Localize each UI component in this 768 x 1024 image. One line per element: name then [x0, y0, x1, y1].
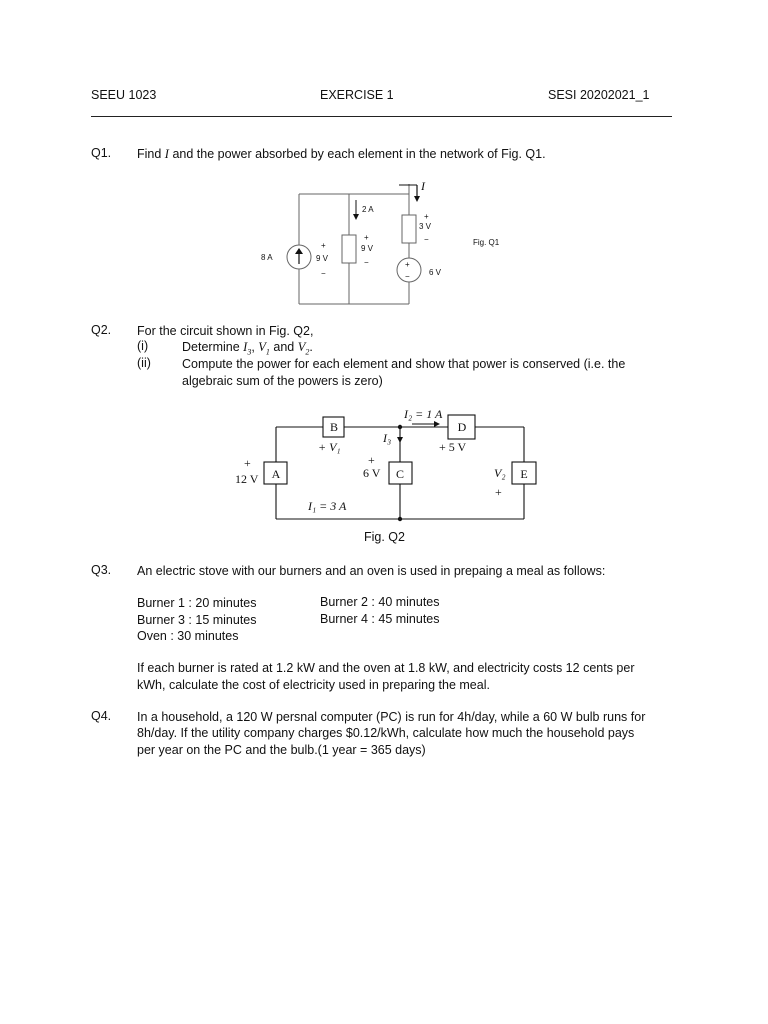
fig1-top-minus: − — [424, 235, 429, 244]
q3-intro: An electric stove with our burners and an oven is used in prepaing a meal as follows: — [137, 564, 606, 578]
q4-line1: In a household, a 120 W persnal computer (PC) is run for 4h/day, while a 60 W bulb runs for — [137, 710, 646, 724]
q1-text: Find I and the power absorbed by each element in the network of Fig. Q1. — [137, 147, 546, 161]
q4-number: Q4. — [91, 709, 112, 723]
b-voltage: + V₁ — [318, 440, 341, 454]
i2-label: I₂ = 1 A — [404, 407, 443, 421]
a-plus: + — [244, 456, 251, 470]
fig1-8a-label: 8 A — [261, 253, 273, 262]
fig1-vsrc-voltage: 6 V — [429, 268, 442, 277]
q3-oven: Oven : 30 minutes — [137, 629, 239, 643]
element-b-label: B — [329, 420, 339, 434]
q2-intro: For the circuit shown in Fig. Q2, — [137, 324, 314, 338]
i3-arrowhead-icon — [397, 437, 403, 443]
a-voltage: 12 V — [235, 472, 259, 486]
q2-item-i-text: Determine $I_3$, $V_1$ and $V_2$. — [182, 340, 313, 357]
fig2-caption: Fig. Q2 — [364, 530, 405, 544]
fig1-mid-plus: + — [364, 233, 369, 242]
q3-para-line2: kWh, calculate the cost of electricity used in preparing the meal. — [137, 678, 490, 692]
fig1-caption: Fig. Q1 — [473, 238, 500, 247]
fig1-src-minus: − — [321, 269, 326, 278]
q3-number: Q3. — [91, 563, 112, 577]
fig1-mid-voltage: 9 V — [361, 244, 374, 253]
d-voltage: + 5 V — [439, 440, 467, 454]
session-code: SESI 20202021_1 — [548, 88, 650, 102]
course-code: SEEU 1023 — [91, 88, 157, 102]
e-plus: + — [495, 485, 502, 499]
i3-label: I₃ — [383, 431, 392, 445]
fig1-vsrc-plus: + — [405, 260, 410, 269]
element-e-label: E — [520, 467, 528, 481]
element-c-label: C — [395, 467, 405, 481]
e-voltage: V₂ — [494, 466, 506, 480]
fig1-current-label: I — [421, 179, 425, 193]
fig1-src-voltage: 9 V — [316, 254, 329, 263]
c-voltage: 6 V — [363, 466, 381, 480]
fig1-mid-minus: − — [364, 258, 369, 267]
fig1-vsrc-minus: − — [405, 272, 410, 281]
q3-burner-3: Burner 3 : 15 minutes — [137, 613, 257, 627]
q3-burner-2: Burner 2 : 40 minutes — [320, 595, 440, 609]
fig1-src-plus: + — [321, 241, 326, 250]
fig1-top-plus: + — [424, 212, 429, 221]
i2-arrowhead-icon — [434, 421, 440, 427]
fig2-top-node — [398, 425, 402, 429]
fig1-2a-label: 2 A — [362, 205, 374, 214]
q2-item-i-number: (i) — [137, 339, 149, 353]
c-plus: + — [368, 453, 375, 467]
fig1-top-voltage: 3 V — [419, 222, 432, 231]
q4-line2: 8h/day. If the utility company charges $0.12/kWh, calculate how much the household pays — [137, 726, 635, 740]
q3-para-line1: If each burner is rated at 1.2 kW and the oven at 1.8 kW, and electricity costs 12 cents per — [137, 661, 635, 675]
fig2-bottom-node — [398, 517, 402, 521]
q1-number: Q1. — [91, 146, 112, 160]
q3-burner-1: Burner 1 : 20 minutes — [137, 596, 257, 610]
q3-burner-4: Burner 4 : 45 minutes — [320, 612, 440, 626]
q2-item-ii-line2: algebraic sum of the powers is zero) — [182, 374, 383, 388]
element-d-label: D — [457, 420, 467, 434]
q2-item-ii-number: (ii) — [137, 356, 151, 370]
q4-line3: per year on the PC and the bulb.(1 year = 365 days) — [137, 743, 426, 757]
q2-number: Q2. — [91, 323, 112, 337]
element-a-label: A — [271, 467, 281, 481]
q2-item-ii-line1: Compute the power for each element and show that power is conserved (i.e. the — [182, 357, 626, 371]
exercise-title: EXERCISE 1 — [320, 88, 394, 102]
i1-label: I₁ = 3 A — [308, 499, 347, 513]
